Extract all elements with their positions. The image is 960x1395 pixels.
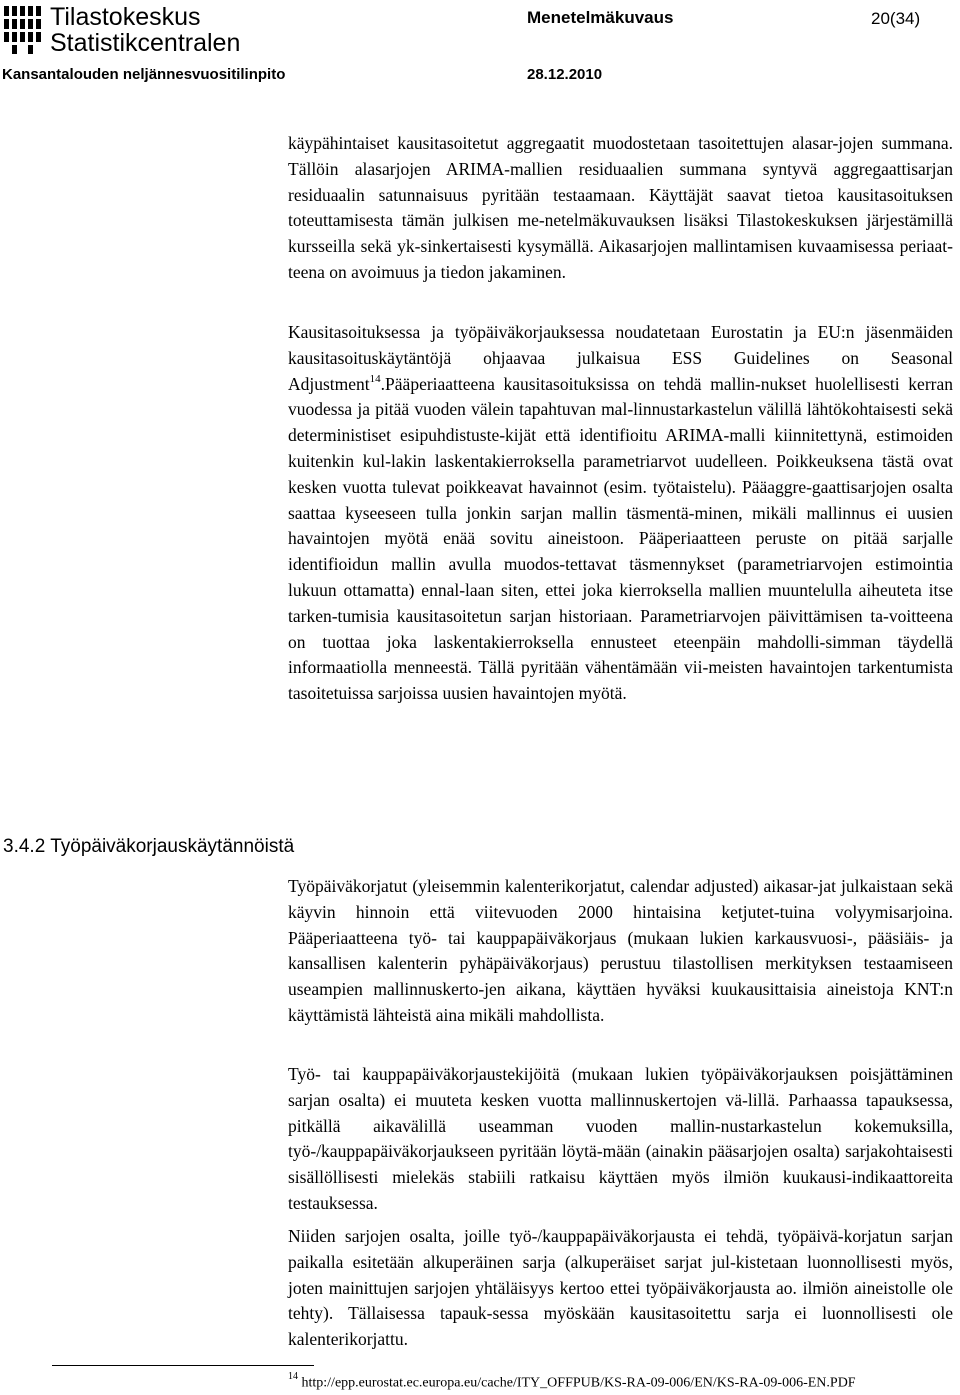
footnote-reference[interactable]: 14	[369, 372, 381, 385]
logo-line1: Tilastokeskus	[50, 3, 201, 31]
footnote-divider	[52, 1365, 314, 1366]
paragraph-1: käypähintaiset kausitasoitetut aggregaatit muodostetaan tasoitettujen alasar-jojen summana. Tällöin alasarjojen ARIMA-mallien residuaalien summana syntyvä aggregaattisarjan residuaalin satunnaisuus pyritään testaamaan. Käyttäjät saavat tietoa kausitasoituksen toteuttamisesta tämän julkisen me-netelmäkuvauksen lisäksi Tilastokeskuksen järjestämillä kursseilla sekä yk-sinkertaisesti kysymällä. Aikasarjojen mallintamisen kuvaamisessa periaat-teena on avoimuus ja tiedon jakaminen.	[288, 133, 953, 282]
page-number: 20(34)	[871, 9, 921, 28]
footnote	[288, 1373, 856, 1392]
document-date: 28.12.2010	[527, 66, 603, 83]
paragraph-2	[288, 320, 953, 707]
logo-graphic	[2, 2, 252, 56]
section-heading: 3.4.2 Työpäiväkorjauskäytännöistä	[3, 836, 295, 857]
logo-mark-icon	[4, 6, 41, 54]
document-subtitle: Kansantalouden neljännesvuositilinpito	[2, 66, 286, 83]
statistics-finland-logo	[2, 2, 252, 61]
footnote-mark: 14	[288, 1371, 298, 1382]
paragraph-2-part2: .Pääperiaatteena kausitasoituksissa on tehdä mallin-nukset huolellisesti kerran vuodessa ja pitää vuoden välein tapahtuvan mal-linnustarkastelun välillä lähtökohtaisesti sekä deterministiset esipuhdistuste-kijät että identifioitu ARIMA-malli kiinnitettynä, estimoiden kuitenkin kul-lakin laskentakierroksella parametriarvot uudelleen. Poikkeuksena tästä ovat kesken vuotta tulevat poikkeavat havainnot (esim. työtaistelu). Pääaggre-gaattisarjojen osalta saattaa kyseeseen tulla jonkin sarjan mallin täsmentä-minen, mikäli mallinnus ei uusien havaintojen myötä enää sovitu aineistoon. Pääperiaatteen peruste on pitää sarjalle identifioidun mallin avulla muodos-tettavat täsmennykset (parametriarvojen estimointia lukuun ottamatta) ennal-laan siten, ettei joka kierroksella mallien muuntelulla aiheuteta itse tarken-tumisia kausitasoitetun sarjan historiaan. Parametriarvojen päivittämisen ta-voitteena on tuottaa joka laskentakierroksella ennusteet eteenpäin mahdolli-simman täydellä informaatiolla menneestä. Tällä pyritään vähentämään vii-meisten havaintojen tarkentumista tasoitetuissa sarjoissa uusien havaintojen myötä.	[288, 373, 953, 704]
paragraph-4: Työ- tai kauppapäiväkorjaustekijöitä (mukaan lukien työpäiväkorjauksen poisjättäminen sarjan osalta) ei muuteta kesken vuotta mallinnuskertojen vä-lillä. Parhaassa tapauksessa, pitkällä aikavälillä useamman vuoden mallin-nustarkastelun kokemuksilla, työ-/kauppapäiväkorjaukseen pyritään löytä-mään (ainakin pääsarjojen osalta) sarjakohtaisesti sisällöllisesti mielekäs stabiili ratkaisu käyttäen myös ilmiön kuukausi-indikaattoreita testauksessa.	[288, 1064, 953, 1213]
paragraph-3: Työpäiväkorjatut (yleisemmin kalenterikorjatut, calendar adjusted) aikasar-jat julkaistaan sekä käyvin hinnoin että viitevuoden 2000 hintaisina ketjutet-tuina volyymisarjoina. Pääperiaatteena työ- tai kauppapäiväkorjaus (mukaan lukien karkausvuosi-, pääsiäis- ja kansallisen kalenterin pyhäpäiväkorjaus) perustuu tilastollisen merkityksen testaamiseen useampien mallinnuskerto-jen aikana, käyttäen hyväksi kuukausittaisia aineistoja KNT:n käyttämistä lähteistä aina mikäli mahdollista.	[288, 876, 953, 1025]
logo-line2: Statistikcentralen	[50, 29, 241, 56]
paragraph-5: Niiden sarjojen osalta, joille työ-/kauppapäiväkorjausta ei tehdä, työpäivä-korjatun sarjan paikalla esitetään alkuperäinen sarja (alkuperäiset sarjat jul-kistetaan luonnollisesti myös, joten mainittujen sarjojen yhtäläisyys kertoo ettei työpäiväkorjausta ao. ilmiön aineistolle ole tehty). Tällaisessa tapauk-sessa myöskään kausitasoitettu sarja ei luonnollisesti ole kalenterikorjattu.	[288, 1226, 953, 1350]
paragraph-2-part1: Kausitasoituksessa ja työpäiväkorjauksessa noudatetaan Eurostatin ja EU:n jäsenmäiden kausitasoituskäytäntöjä ohjaavaa julkaisua ESS Guidelines on Seasonal Adjustment	[288, 322, 953, 394]
footnote-link[interactable]: http://epp.eurostat.ec.europa.eu/cache/ITY_OFFPUB/KS-RA-09-006/EN/KS-RA-09-006-EN.PDF	[301, 1375, 856, 1391]
document-title: Menetelmäkuvaus	[527, 8, 674, 27]
